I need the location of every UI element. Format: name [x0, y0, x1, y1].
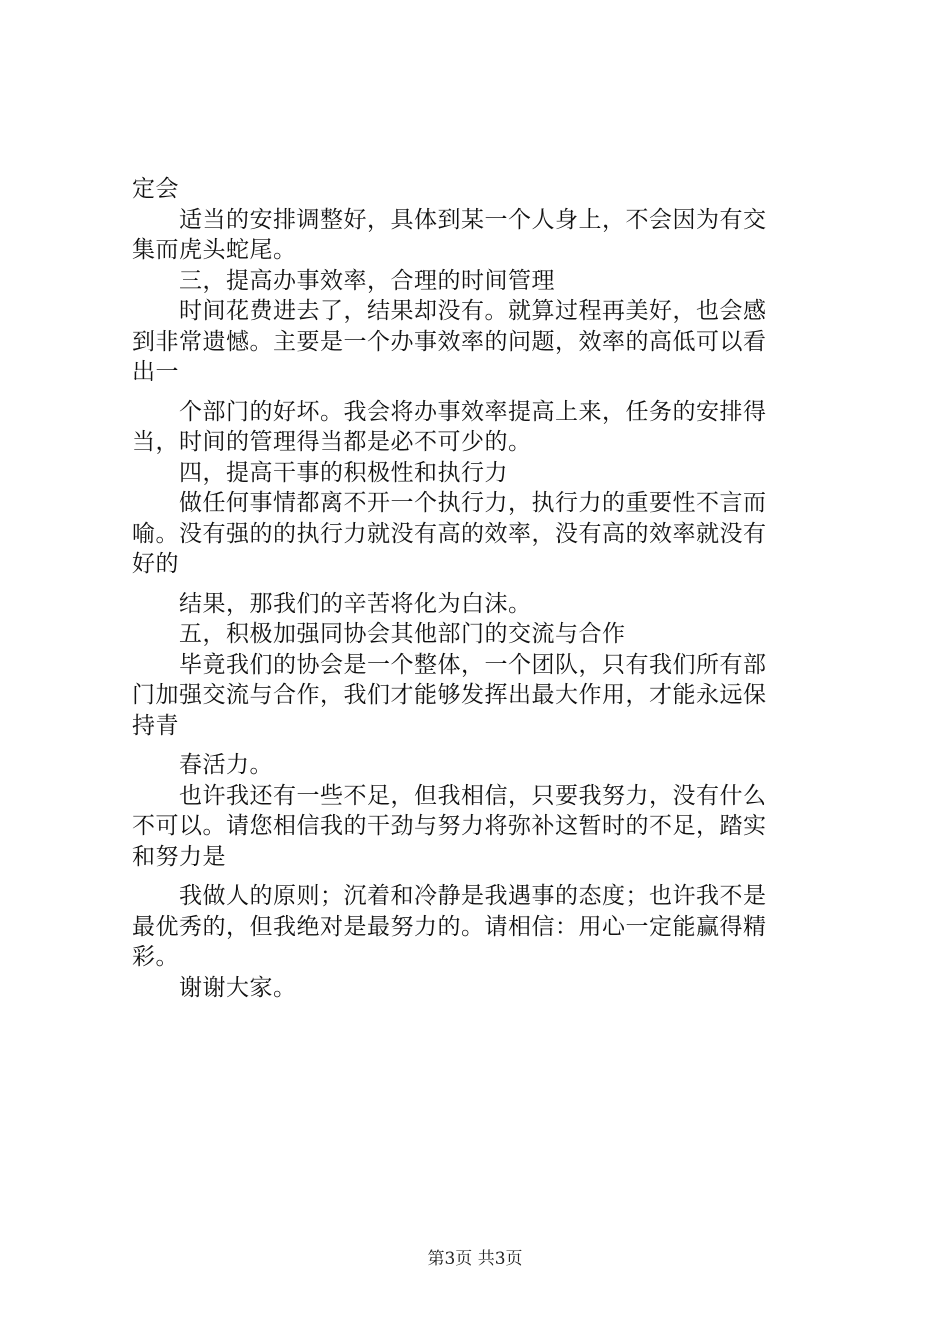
text-line: 做任何事情都离不开一个执行力，执行力的重要性不言而	[179, 490, 767, 516]
text-line: 不可以。请您相信我的干劲与努力将弥补这暂时的不足，踏实	[132, 813, 767, 839]
text-line: 好的	[132, 551, 179, 577]
text-line: 彩。	[132, 944, 179, 970]
section-heading: 四，提高干事的积极性和执行力	[179, 459, 508, 486]
text-line: 集而虎头蛇尾。	[132, 237, 297, 263]
text-line: 持青	[132, 712, 179, 739]
text-line: 到非常遗憾。主要是一个办事效率的问题，效率的高低可以看	[132, 328, 767, 355]
page-footer	[0, 1244, 950, 1269]
closing-line: 谢谢大家。	[179, 974, 297, 1001]
text-line: 最优秀的，但我绝对是最努力的。请相信：用心一定能赢得精	[132, 913, 767, 940]
text-line: 时间花费进去了，结果却没有。就算过程再美好，也会感	[179, 298, 767, 324]
text-line: 也许我还有一些不足，但我相信，只要我努力，没有什么	[179, 782, 767, 809]
document-body	[132, 174, 832, 1003]
text-line: 春活力。	[179, 752, 273, 778]
text-line: 我做人的原则；沉着和冷静是我遇事的态度；也许我不是	[179, 883, 767, 909]
section-heading: 五，积极加强同协会其他部门的交流与合作	[179, 621, 626, 647]
text-line: 结果，那我们的辛苦将化为白沫。	[179, 590, 532, 617]
text-line: 和努力是	[132, 843, 226, 870]
text-line: 个部门的好坏。我会将办事效率提高上来，任务的安排得	[179, 398, 767, 425]
text-line: 出一	[132, 359, 179, 385]
text-line: 喻。没有强的的执行力就没有高的效率，没有高的效率就没有	[132, 520, 767, 547]
page-number-label: 第3页 共3页	[427, 1249, 523, 1269]
text-line: 毕竟我们的协会是一个整体，一个团队，只有我们所有部	[179, 651, 767, 678]
text-line: 定会	[132, 176, 179, 202]
text-line: 当，时间的管理得当都是必不可少的。	[132, 429, 532, 455]
text-line: 门加强交流与合作，我们才能够发挥出最大作用，才能永远保	[132, 682, 767, 708]
section-heading: 三，提高办事效率，合理的时间管理	[179, 267, 555, 294]
text-line: 适当的安排调整好，具体到某一个人身上，不会因为有交	[179, 206, 767, 233]
